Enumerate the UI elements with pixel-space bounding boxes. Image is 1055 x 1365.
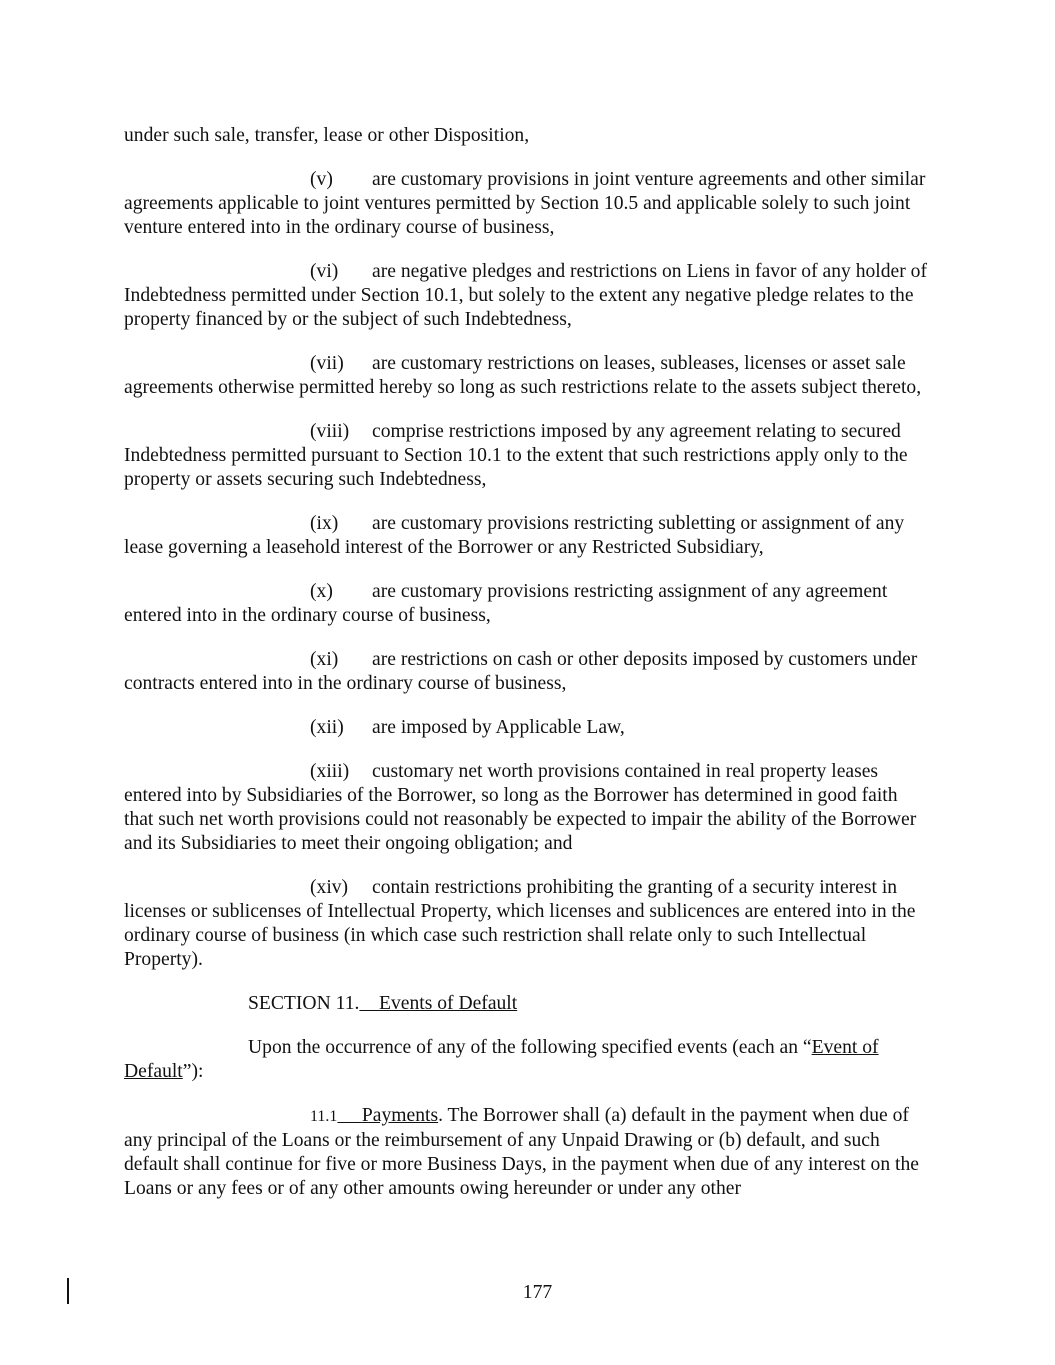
clause-text: contain restrictions prohibiting the granting of a security interest in licenses or sublicenses of Intellectual Property, which licenses and sublicences are entered into in the ordinary course of business (in which case such restriction shall relate only to such Intellectual Property).: [124, 877, 916, 970]
clause-item: [124, 168, 930, 240]
clause-item: [124, 648, 930, 696]
subsection-number-text: 11.1: [310, 1108, 338, 1125]
intro-closing: ”):: [182, 1061, 204, 1082]
clause-text: are customary provisions restricting subletting or assignment of any lease governing a leasehold interest of the Borrower or any Restricted Subsidiary,: [124, 513, 905, 558]
intro-text: Upon the occurrence of any of the following specified events (each an “: [248, 1037, 812, 1058]
subsection-heading: Payments: [361, 1105, 439, 1126]
clause-text: are restrictions on cash or other deposits imposed by customers under contracts entered into in the ordinary course of business,: [124, 649, 918, 694]
clause-number: (ix): [310, 513, 339, 534]
clause-text: are imposed by Applicable Law,: [372, 717, 625, 738]
clause-item: [124, 352, 930, 400]
clause-text: are customary restrictions on leases, subleases, licenses or asset sale agreements otherwise permitted hereby so long as such restrictions relate to the assets subject thereto,: [124, 353, 922, 398]
clause-item: [124, 760, 930, 856]
section-label: SECTION 11.: [248, 993, 360, 1014]
intro-paragraph: [124, 1036, 930, 1084]
clause-item: [124, 716, 930, 740]
clause-number: (vii): [310, 353, 344, 374]
clause-list: [124, 168, 930, 972]
clause-text: comprise restrictions imposed by any agreement relating to secured Indebtedness permitted pursuant to Section 10.1 to the extent that such restrictions apply only to the property or assets securing such Indebtedness,: [124, 421, 908, 490]
page-number: 177: [522, 1282, 553, 1303]
defined-term: Event of Default: [124, 1037, 879, 1082]
clause-text: are customary provisions in joint venture agreements and other similar agreements applicable to joint ventures permitted by Section 10.5 and applicable solely to such joint venture entered into in the ordinary course of business,: [124, 169, 926, 238]
subsection-text: . The Borrower shall (a) default in the payment when due of any principal of the Loans or the reimbursement of any Unpaid Drawing or (b) default, and such default shall continue for five or more Business Days, in the payment when due of any interest on the Loans or any fees or of any other amounts owing hereunder or under any other: [124, 1105, 919, 1199]
clause-number: (x): [310, 581, 333, 602]
section-title-text: Events of Default: [379, 993, 518, 1014]
clause-number: (v): [310, 169, 333, 190]
clause-text: customary net worth provisions contained in real property leases entered into by Subsidiaries of the Borrower, so long as the Borrower has determined in good faith that such net worth provisions could not reasonably be expected to impair the ability of the Borrower and its Subsidiaries to meet their ongoing obligation; and: [124, 761, 917, 854]
clause-number: (xiii): [310, 761, 350, 782]
clause-item: [124, 512, 930, 560]
clause-item: [124, 580, 930, 628]
clause-number: (xii): [310, 717, 344, 738]
clause-text: are negative pledges and restrictions on Liens in favor of any holder of Indebtedness permitted under Section 10.1, but solely to the extent any negative pledge relates to the property financed by or the subject of such Indebtedness,: [124, 261, 927, 330]
continuation-text: under such sale, transfer, lease or other Disposition,: [124, 125, 530, 146]
clause-text: are customary provisions restricting assignment of any agreement entered into in the ordinary course of business,: [124, 581, 888, 626]
clause-number: (viii): [310, 421, 350, 442]
subsection-number: [310, 1104, 362, 1129]
page-body: [124, 124, 930, 1221]
clause-item: [124, 420, 930, 492]
section-title: [359, 993, 517, 1014]
section-heading: [248, 992, 930, 1016]
clause-item: [124, 260, 930, 332]
clause-number: (xiv): [310, 877, 349, 898]
clause-item: [124, 876, 930, 972]
clause-number: (xi): [310, 649, 339, 670]
clause-number: (vi): [310, 261, 339, 282]
subsection-paragraph: [124, 1104, 930, 1201]
